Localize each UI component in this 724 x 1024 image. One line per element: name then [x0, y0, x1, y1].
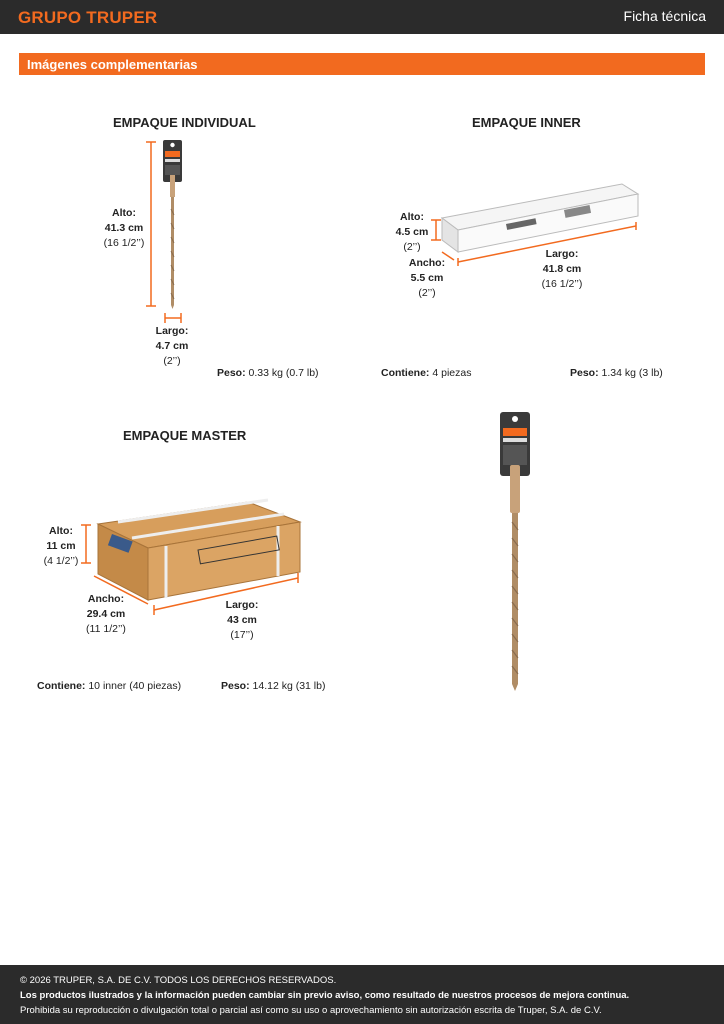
master-contiene-value: 10 inner (40 piezas)	[88, 680, 182, 692]
product-drill-bit-image	[496, 410, 536, 694]
master-alto-label: Alto:	[49, 525, 73, 537]
individual-weight	[217, 367, 319, 379]
master-weight	[221, 680, 325, 692]
master-largo-label: Largo:	[225, 599, 259, 611]
inner-alto-label: Alto:	[400, 211, 424, 223]
master-title: EMPAQUE MASTER	[123, 428, 247, 443]
inner-ancho-label: Ancho:	[408, 257, 446, 269]
individual-largo-cm: 4.7 cm	[155, 340, 189, 352]
master-alto-in: (4 1/2’’)	[43, 555, 79, 567]
inner-ancho-in: (2’’)	[418, 287, 436, 299]
footer-disclaimer: Los productos ilustrados y la información pueden cambiar sin previo aviso, como resultado de nuestros procesos de mejora continua.	[20, 990, 630, 1001]
inner-weight	[570, 367, 663, 379]
footer-copyright: © 2026 TRUPER, S.A. DE C.V. TODOS LOS DERECHOS RESERVADOS.	[20, 975, 337, 986]
individual-alto-cm: 41.3 cm	[104, 222, 144, 234]
inner-largo-label: Largo:	[545, 248, 579, 260]
master-peso-value: 14.12 kg (31 lb)	[252, 680, 326, 692]
master-width-label-group	[80, 592, 132, 637]
individual-drill-bit-image	[160, 139, 186, 311]
master-peso-label: Peso:	[221, 680, 250, 692]
individual-largo-label: Largo:	[155, 325, 189, 337]
master-largo-in: (17’’)	[230, 629, 254, 641]
section-title: Imágenes complementarias	[27, 57, 198, 72]
inner-largo-cm: 41.8 cm	[542, 263, 582, 275]
master-contents	[37, 680, 181, 692]
top-header-bar	[0, 0, 724, 34]
individual-alto-label: Alto:	[112, 207, 136, 219]
inner-peso-label: Peso:	[570, 367, 599, 379]
master-ancho-in: (11 1/2’’)	[86, 623, 126, 635]
inner-height-label-group	[392, 210, 432, 255]
individual-largo-in: (2’’)	[163, 355, 181, 367]
inner-alto-in: (2’’)	[403, 241, 421, 253]
inner-title: EMPAQUE INNER	[472, 115, 581, 130]
inner-contents	[381, 367, 471, 379]
inner-contiene-value: 4 piezas	[432, 367, 472, 379]
individual-title: EMPAQUE INDIVIDUAL	[113, 115, 256, 130]
brand-logo: GRUPO TRUPER	[18, 8, 158, 27]
master-largo-cm: 43 cm	[227, 614, 257, 626]
inner-largo-in: (16 1/2’’)	[541, 278, 583, 290]
inner-alto-cm: 4.5 cm	[395, 226, 429, 238]
individual-length-label-group	[148, 324, 196, 369]
inner-ancho-cm: 5.5 cm	[410, 272, 444, 284]
inner-peso-value: 1.34 kg (3 lb)	[601, 367, 663, 379]
master-height-label-group	[38, 524, 84, 569]
section-header	[19, 53, 705, 75]
document-type: Ficha técnica	[623, 8, 706, 24]
footer	[0, 965, 724, 1024]
master-ancho-label: Ancho:	[87, 593, 125, 605]
master-length-label-group	[220, 598, 264, 643]
master-alto-cm: 11 cm	[46, 540, 76, 552]
individual-length-dimension-line	[163, 312, 183, 324]
master-contiene-label: Contiene:	[37, 680, 86, 692]
footer-legal-notice: Prohibida su reproducción o divulgación total o parcial así como su uso o aprovechamiento sin autorización escrita de Truper, S.A. de C.V.	[20, 1005, 602, 1016]
individual-height-label-group	[98, 206, 150, 251]
inner-width-label-group	[405, 256, 449, 301]
individual-alto-in: (16 1/2’’)	[103, 237, 145, 249]
individual-peso-label: Peso:	[217, 367, 246, 379]
inner-length-label-group	[536, 247, 588, 292]
inner-contiene-label: Contiene:	[381, 367, 430, 379]
individual-peso-value: 0.33 kg (0.7 lb)	[248, 367, 319, 379]
master-ancho-cm: 29.4 cm	[86, 608, 126, 620]
